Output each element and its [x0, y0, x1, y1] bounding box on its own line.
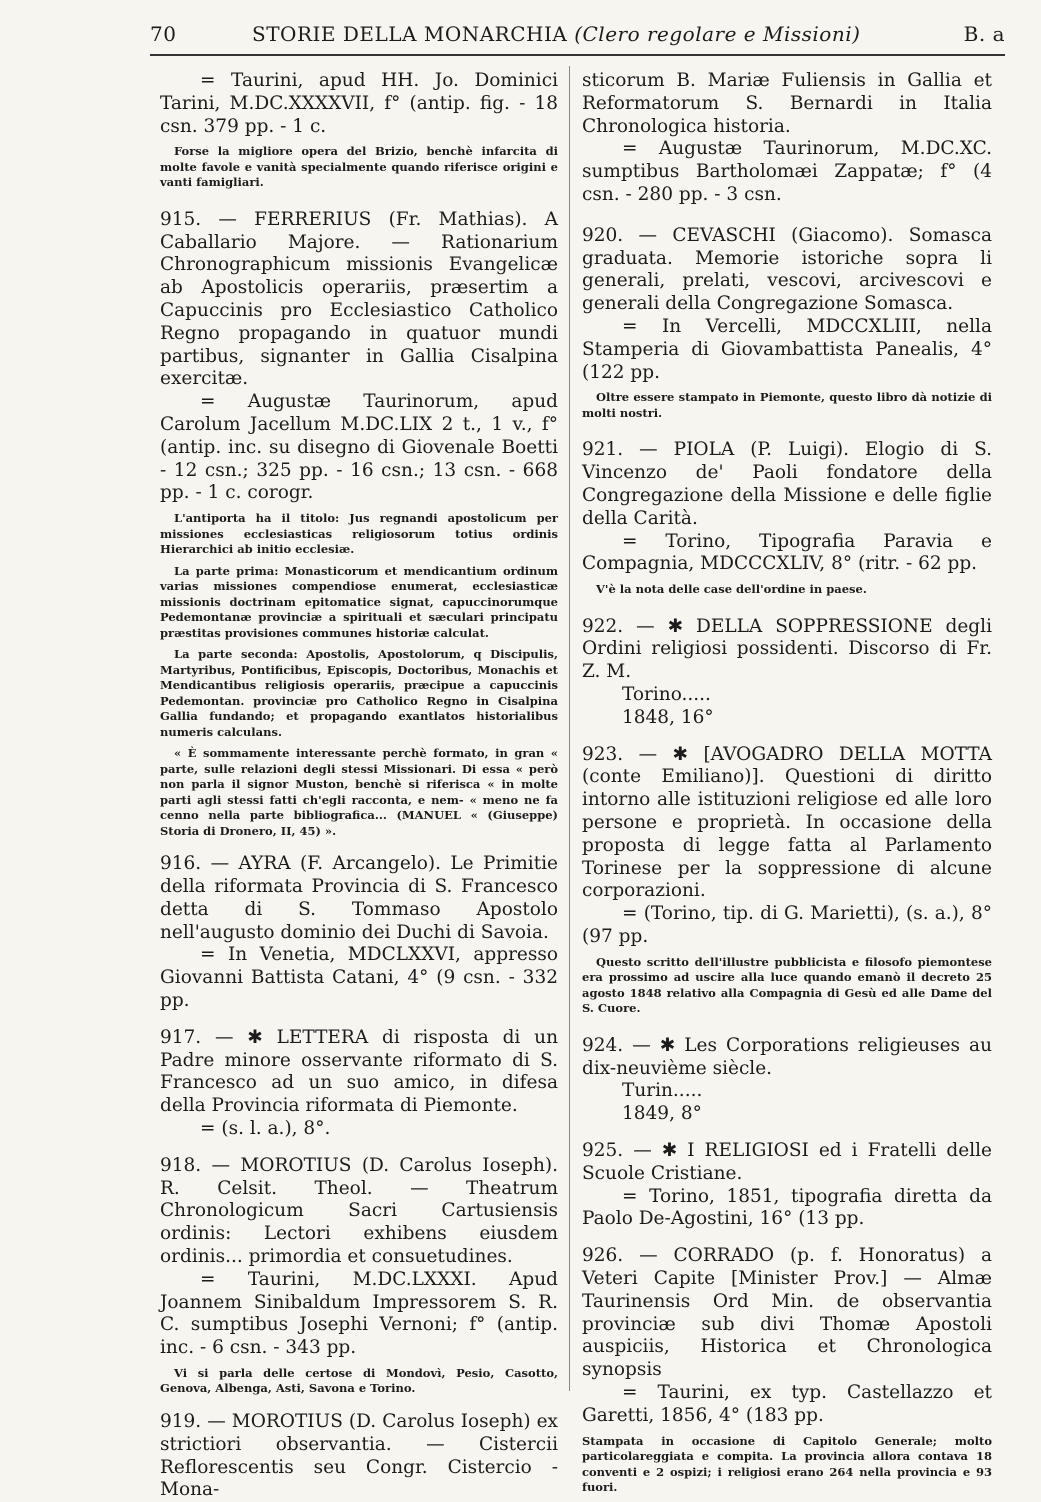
page-number: 70	[150, 22, 177, 46]
entry-919-heading: 919. — MOROTIUS (D. Carolus Ioseph) ex strictiori observantia. — Cistercii Reflorescentis seu Congr. Cistercio - Mona-	[160, 1410, 558, 1501]
entry-916-heading: 916. — AYRA (F. Arcangelo). Le Primitie della riformata Provincia di S. Francesco detta di S. Tommaso Apostolo nell'augusto dominio dei Duchi di Savoia.	[160, 853, 558, 943]
entry-922-heading: 922. — ✱ DELLA SOPPRESSIONE degli Ordini religiosi possidenti. Discorso di Fr. Z. M.	[582, 615, 992, 683]
entry-915-note-part-two: La parte seconda: Apostolis, Apostolorum, q Discipulis, Martyribus, Pontificibus, Episcopis, Doctoribus, Monachis et Mendicantibus religiosis operariis, præcipue a capuccinis Pedemontan. provinciæ pro Catholico Regno in Cisalpina Gallia fundando; et propagando exantlatos historialibus numeris calculans.	[160, 647, 558, 739]
entry-915-note-quote: « È sommamente interessante perchè formato, in gran « parte, sulle relazioni degli stessi Missionari. Di essa « però non parla il signor Muston, benchè si riferisca « in molte parti agli stessi fatti ch'egli racconta, e nem- « meno ne fa cenno nella parte bibliografica... (MANUEL « (Giuseppe) Storia di Dronero, II, 45) ».	[160, 746, 558, 838]
entry-916-imprint: = In Venetia, MDCLXXVI, appresso Giovanni Battista Catani, 4° (9 csn. - 332 pp.	[160, 944, 558, 1012]
running-header	[150, 20, 1005, 54]
entry-923-note: Questo scritto dell'illustre pubblicista e filosofo piemontese era prossimo ad uscire alla luce quando emanò il decreto 25 agosto 1848 relativo alla Compagnia di Gesù ed alle Dame del S. Cuore.	[582, 954, 992, 1016]
entry-918-heading: 918. — MOROTIUS (D. Carolus Ioseph). R. Celsit. Theol. — Theatrum Chronologicum Sacri Cartusiensis ordinis: Lectori exhibens eiusdem ordinis... primordia et consuetudines.	[160, 1154, 558, 1267]
entry-924-heading: 924. — ✱ Les Corporations religieuses au dix-neuvième siècle.	[582, 1034, 992, 1079]
entry-923-heading: 923. — ✱ [AVOGADRO DELLA MOTTA (conte Emiliano)]. Questioni di diritto intorno alle istituzioni religiose ed alle loro persone e proprietà. In occasione della proposta di legge fatta al Parlamento Torinese per la soppressione di alcune corporazioni.	[582, 743, 992, 902]
column-divider	[569, 66, 570, 1391]
entry-926-note: Stampata in occasione di Capitolo Generale; molto particolareggiata e compita. La provincia allora contava 18 conventi e 2 ospizi; i religiosi erano 264 nella provincia e 93 fuori.	[582, 1433, 992, 1495]
entry-919-continuation: sticorum B. Mariæ Fuliensis in Gallia et Reformatorum S. Bernardi in Italia Chronologica historia.	[582, 70, 992, 137]
entry-924-place: Turin.....	[622, 1080, 703, 1102]
entry-921-heading: 921. — PIOLA (P. Luigi). Elogio di S. Vincenzo de' Paoli fondatore della Congregazione della Missione e delle figlie della Carità.	[582, 439, 992, 529]
entry-924-date: 1849, 8°	[622, 1103, 702, 1125]
entry-920-note: Oltre essere stampato in Piemonte, questo libro dà notizie di molti nostri.	[582, 390, 992, 420]
running-subtitle: (Clero regolare e Missioni)	[574, 22, 861, 46]
entry-925-imprint: = Torino, 1851, tipografia diretta da Paolo De-Agostini, 16° (13 pp.	[582, 1185, 992, 1230]
entry-915-heading: 915. — FERRERIUS (Fr. Mathias). A Caballario Majore. — Rationarium Chronographicum missionis Evangelicæ ab Apostolicis operariis, præsertim a Capuccinis pro Ecclesiastico Catholico Regno propagando in quatuor mundi partibus, signanter in Gallia Cisalpina exercitæ.	[160, 208, 558, 390]
entry-917-heading: 917. — ✱ LETTERA di risposta di un Padre minore osservante riformato di S. Francesco ad un suo amico, in difesa della Provincia riformata di Piemonte.	[160, 1026, 558, 1117]
entry-920-imprint: = In Vercelli, MDCCXLIII, nella Stamperia di Giovambattista Panealis, 4° (122 pp.	[582, 315, 992, 383]
entry-914-imprint: = Taurini, apud HH. Jo. Dominici Tarini, M.DC.XXXXVII, f° (antip. fig. - 18 csn. 379 pp. - 1 c.	[160, 70, 558, 137]
running-title-main: STORIE DELLA MONARCHIA	[252, 22, 568, 46]
entry-915-note-part-one: La parte prima: Monasticorum et mendicantium ordinum varias missiones compendiose enumerat, ecclesiasticæ missionis doctrinam epitomatice signat, capuccinorumque Pedemontanæ provinciæ a spirituali et sæculari principatu præstitas provisiones communes historiæ calculat.	[160, 563, 558, 640]
entry-918-imprint: = Taurini, M.DC.LXXXI. Apud Joannem Sinibaldum Impressorem S. R. C. sumptibus Josephi Vernoni; f° (antip. inc. - 6 csn. - 343 pp.	[160, 1268, 558, 1359]
header-rule	[150, 54, 1005, 56]
signature-mark: B. a	[963, 22, 1005, 46]
entry-917-imprint: = (s. l. a.), 8°.	[200, 1118, 331, 1140]
entry-915-note-antiporta: L'antiporta ha il titolo: Jus regnandi apostolicum per missiones ecclesiasticas religiosorum totius ordinis Hierarchici ab initio ecclesiæ.	[160, 511, 558, 557]
entry-920-heading: 920. — CEVASCHI (Giacomo). Somasca graduata. Memorie istoriche sopra li generali, prelati, vescovi, arcivescovi e generali della Congregazione Somasca.	[582, 224, 992, 315]
entry-922-date: 1848, 16°	[622, 706, 714, 728]
right-column	[582, 70, 992, 1496]
entry-926-imprint: = Taurini, ex typ. Castellazzo et Garetti, 1856, 4° (183 pp.	[582, 1381, 992, 1426]
entry-918-note: Vi si parla delle certose di Mondovì, Pesio, Casotto, Genova, Albenga, Asti, Savona e Torino.	[160, 1365, 558, 1396]
entry-921-imprint: = Torino, Tipografia Paravia e Compagnia, MDCCCXLIV, 8° (ritr. - 62 pp.	[582, 530, 992, 575]
entry-921-note: V'è la nota delle case dell'ordine in paese.	[596, 582, 867, 597]
left-column	[160, 70, 558, 1502]
entry-914-note: Forse la migliore opera del Brizio, benchè infarcita di molte favole e vanità specialmente quando riferisce origini e vanti famigliari.	[160, 144, 558, 190]
entry-922-place: Torino.....	[622, 684, 711, 706]
entry-919-imprint: = Augustæ Taurinorum, M.DC.XC. sumptibus Bartholomæi Zappatæ; f° (4 csn. - 280 pp. - 3 csn.	[582, 138, 992, 205]
entry-915-imprint: = Augustæ Taurinorum, apud Carolum Jacellum M.DC.LIX 2 t., 1 v., f° (antip. inc. su disegno di Giovenale Boetti - 12 csn.; 325 pp. - 16 csn.; 13 csn. - 668 pp. - 1 c. corogr.	[160, 391, 558, 504]
entry-923-imprint: = (Torino, tip. di G. Marietti), (s. a.), 8° (97 pp.	[582, 903, 992, 947]
entry-926-heading: 926. — CORRADO (p. f. Honoratus) a Veteri Capite [Minister Prov.] — Almæ Taurinensis Ord Min. de observantia provinciæ sub divi Thomæ Apostoli auspiciis, Historica et Chronologica synopsis	[582, 1245, 992, 1381]
running-title	[252, 20, 860, 48]
entry-925-heading: 925. — ✱ I RELIGIOSI ed i Fratelli delle Scuole Cristiane.	[582, 1139, 992, 1184]
